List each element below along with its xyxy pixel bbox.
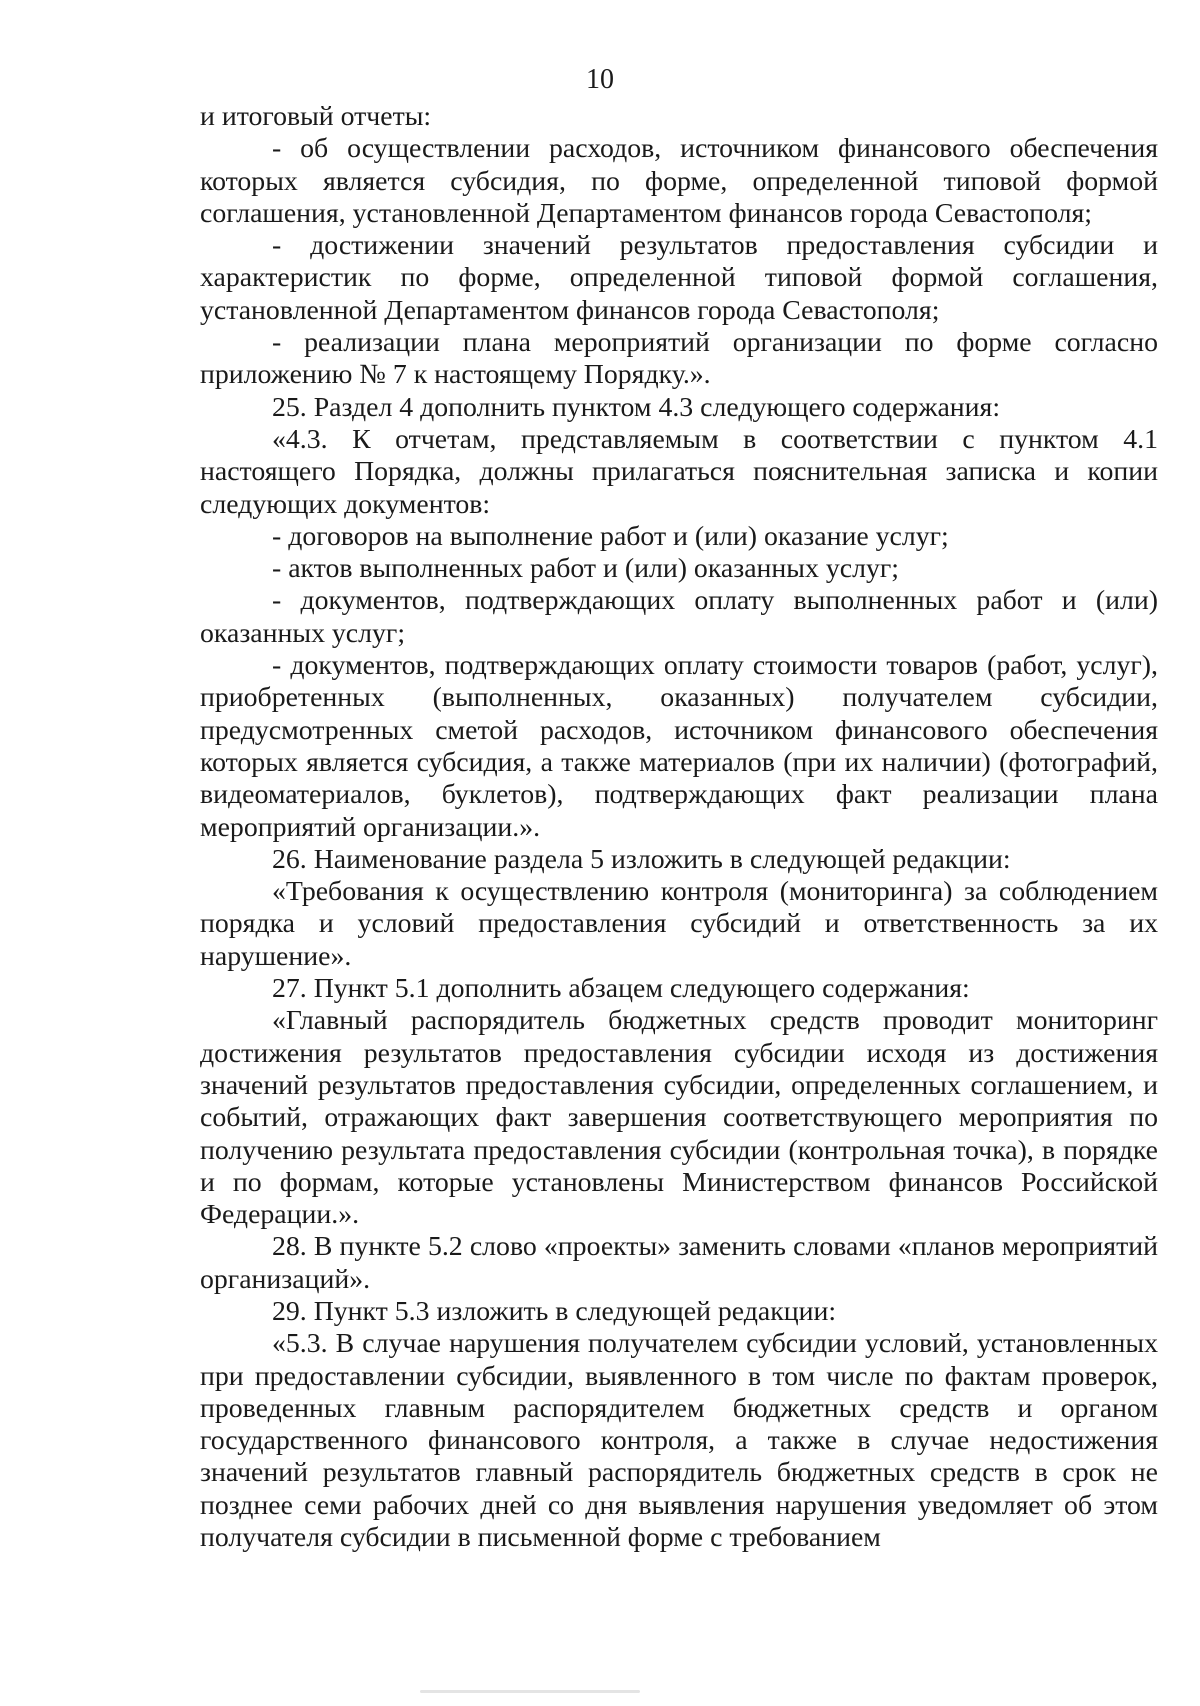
paragraph-payment-docs: - документов, подтверждающих оплату выполненных работ и (или) оказанных услуг; xyxy=(200,585,1158,649)
paragraph-continuation: и итоговый отчеты: xyxy=(200,101,432,132)
document-body xyxy=(200,101,1158,1554)
paragraph-section-5-title: «Требования к осуществлению контроля (мониторинга) за соблюдением порядка и условий предоставления субсидий и ответственность за их нарушение». xyxy=(200,876,1158,972)
paragraph-item-27: 27. Пункт 5.1 дополнить абзацем следующего содержания: xyxy=(272,973,970,1005)
paragraph-clause-5-3: «5.3. В случае нарушения получателем субсидии условий, установленных при предоставлении субсидии, выявленного в том числе по фактам проверок, проведенных главным распорядителем бюджетных средств и органом государственного финансового контроля, а также в случае недостижения значений результатов главный распорядитель бюджетных средств в срок не позднее семи рабочих дней со дня выявления нарушения уведомляет об этом получателя субсидии в письменной форме с требованием xyxy=(200,1328,1158,1554)
paragraph-goods-payment-docs: - документов, подтверждающих оплату стоимости товаров (работ, услуг), приобретенных (выполненных, оказанных) получателем субсидии, предусмотренных сметой расходов, источником финансового обеспечения которых является субсидия, а также материалов (при их наличии) (фотографий, видеоматериалов, буклетов), подтверждающих факт реализации плана мероприятий организации.». xyxy=(200,650,1158,843)
paragraph-item-28: 28. В пункте 5.2 слово «проекты» заменить словами «планов мероприятий организаций». xyxy=(200,1231,1158,1295)
paragraph-item-26: 26. Наименование раздела 5 изложить в следующей редакции: xyxy=(272,843,1011,875)
scan-artifact xyxy=(420,1690,640,1693)
page-number: 10 xyxy=(586,64,614,95)
paragraph-acts: - актов выполненных работ и (или) оказанных услуг; xyxy=(272,553,899,585)
paragraph-item-25: 25. Раздел 4 дополнить пунктом 4.3 следующего содержания: xyxy=(272,391,1001,423)
paragraph-report-expenses: - об осуществлении расходов, источником финансового обеспечения которых является субсидия, по форме, определенной типовой формой соглашения, установленной Департаментом финансов города Севастополя; xyxy=(200,133,1158,229)
paragraph-item-29: 29. Пункт 5.3 изложить в следующей редакции: xyxy=(272,1295,837,1327)
paragraph-contracts: - договоров на выполнение работ и (или) оказание услуг; xyxy=(272,520,949,552)
paragraph-report-plan: - реализации плана мероприятий организации по форме согласно приложению № 7 к настоящему Порядку.». xyxy=(200,327,1158,391)
paragraph-clause-4-3: «4.3. К отчетам, представляемым в соответствии с пунктом 4.1 настоящего Порядка, должны прилагаться пояснительная записка и копии следующих документов: xyxy=(200,423,1158,520)
paragraph-report-results: - достижении значений результатов предоставления субсидии и характеристик по форме, определенной типовой формой соглашения, установленной Департаментом финансов города Севастополя; xyxy=(200,230,1158,326)
paragraph-monitoring: «Главный распорядитель бюджетных средств проводит мониторинг достижения результатов предоставления субсидии исходя из достижения значений результатов предоставления субсидии, определенных соглашением, и событий, отражающих факт завершения соответствующего мероприятия по получению результата предоставления субсидии (контрольная точка), в порядке и по формам, которые установлены Министерством финансов Российской Федерации.». xyxy=(200,1005,1158,1231)
